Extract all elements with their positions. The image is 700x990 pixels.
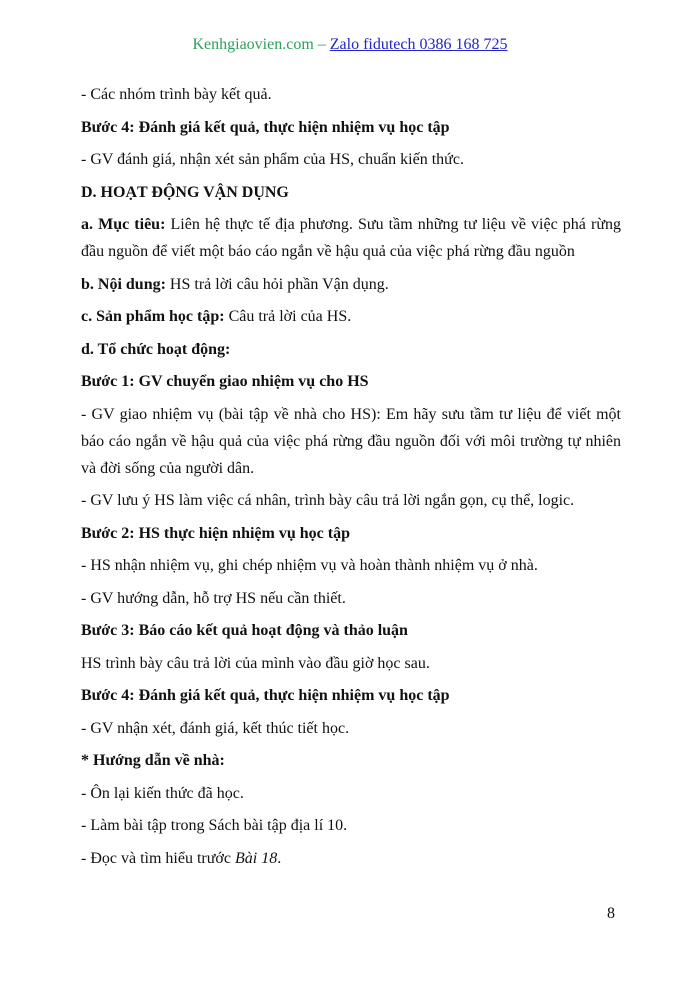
paragraph bbox=[81, 682, 621, 709]
paragraph bbox=[81, 585, 621, 612]
text-segment: - GV đánh giá, nhận xét sản phẩm của HS, chuẩn kiến thức. bbox=[81, 151, 464, 168]
paragraph bbox=[81, 845, 621, 872]
text-segment: Câu trả lời của HS. bbox=[224, 308, 352, 325]
site-name: Kenhgiaovien.com bbox=[192, 36, 314, 53]
text-segment: - GV hướng dẫn, hỗ trợ HS nếu cần thiết. bbox=[81, 589, 346, 607]
paragraph bbox=[81, 303, 621, 330]
text-segment: HS trình bày câu trả lời của mình vào đầu giờ học sau. bbox=[81, 654, 430, 672]
paragraph bbox=[81, 487, 621, 514]
paragraph bbox=[81, 368, 621, 395]
paragraph bbox=[81, 812, 621, 839]
text-segment: - HS nhận nhiệm vụ, ghi chép nhiệm vụ và hoàn thành nhiệm vụ ở nhà. bbox=[81, 557, 538, 574]
paragraph bbox=[81, 179, 621, 206]
paragraph bbox=[81, 520, 621, 547]
text-segment: b. Nội dung: bbox=[81, 275, 166, 293]
paragraph bbox=[81, 552, 621, 579]
paragraph bbox=[81, 747, 621, 774]
text-segment: - GV nhận xét, đánh giá, kết thúc tiết học. bbox=[81, 719, 350, 737]
text-segment: - Làm bài tập trong Sách bài tập địa lí 10. bbox=[81, 817, 348, 834]
text-segment: Bước 4: Đánh giá kết quả, thực hiện nhiệm vụ học tập bbox=[81, 118, 450, 136]
paragraph bbox=[81, 715, 621, 742]
text-segment: D. HOẠT ĐỘNG VẬN DỤNG bbox=[81, 183, 289, 201]
paragraph bbox=[81, 650, 621, 677]
paragraph bbox=[81, 617, 621, 644]
text-segment: Bước 4: Đánh giá kết quả, thực hiện nhiệm vụ học tập bbox=[81, 687, 450, 704]
zalo-contact-link[interactable]: Zalo fidutech 0386 168 725 bbox=[329, 36, 508, 53]
header-separator: – bbox=[313, 36, 330, 53]
text-segment: - GV giao nhiệm vụ (bài tập về nhà cho HS): Em hãy sưu tầm tư liệu để viết một báo cáo ngắn về hậu quả của việc phá rừng đầu nguồn đối với môi trường tự nhiên và đời sống của người dân. bbox=[81, 405, 621, 477]
paragraph bbox=[81, 336, 621, 363]
paragraph bbox=[81, 114, 621, 141]
text-segment: Bước 3: Báo cáo kết quả hoạt động và thảo luận bbox=[81, 622, 408, 639]
paragraph bbox=[81, 271, 621, 298]
text-segment: d. Tổ chức hoạt động: bbox=[81, 340, 231, 358]
paragraph bbox=[81, 146, 621, 173]
document-body bbox=[81, 81, 621, 877]
text-segment: HS trả lời câu hỏi phần Vận dụng. bbox=[165, 275, 389, 293]
paragraph bbox=[81, 211, 621, 265]
page-header bbox=[0, 36, 700, 54]
paragraph bbox=[81, 81, 621, 108]
text-segment: a. Mục tiêu: bbox=[81, 216, 166, 233]
text-segment: Bước 2: HS thực hiện nhiệm vụ học tập bbox=[81, 524, 350, 542]
text-segment: Bài 18 bbox=[234, 849, 278, 867]
paragraph bbox=[81, 401, 621, 482]
text-segment: - Ôn lại kiến thức đã học. bbox=[81, 784, 244, 802]
text-segment: * Hướng dẫn về nhà: bbox=[81, 752, 225, 769]
text-segment: Liên hệ thực tế địa phương. Sưu tầm những tư liệu về việc phá rừng đầu nguồn để viết một báo cáo ngắn về hậu quả của việc phá rừng đầu nguồn bbox=[81, 216, 622, 260]
text-segment: c. Sản phẩm học tập: bbox=[81, 308, 225, 325]
page-number: 8 bbox=[607, 905, 615, 922]
text-segment: . bbox=[277, 849, 282, 867]
text-segment: Bước 1: GV chuyển giao nhiệm vụ cho HS bbox=[81, 373, 369, 390]
text-segment: - Đọc và tìm hiểu trước bbox=[81, 849, 235, 867]
text-segment: - Các nhóm trình bày kết quả. bbox=[81, 86, 272, 103]
paragraph bbox=[81, 780, 621, 807]
text-segment: - GV lưu ý HS làm việc cá nhân, trình bày câu trả lời ngắn gọn, cụ thể, logic. bbox=[81, 492, 575, 509]
